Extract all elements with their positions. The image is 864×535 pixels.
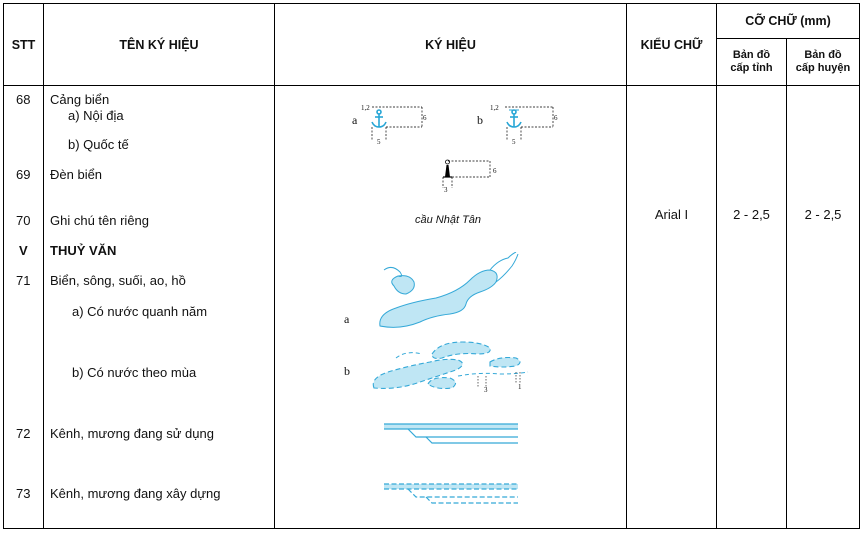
kieu-chu-value: Arial I: [654, 207, 689, 222]
water-b-label: b: [344, 364, 350, 378]
row-71-b: b) Có nước theo mùa: [72, 365, 197, 380]
row-70-name: Ghi chú tên riêng: [50, 213, 150, 228]
header-ten-ky-hieu: TÊN KÝ HIỆU: [119, 38, 199, 52]
row-71-number: 71: [16, 273, 31, 288]
row-68-a: a) Nội địa: [68, 108, 124, 123]
co-chu-tinh-value: 2 - 2,5: [733, 207, 770, 222]
lighthouse-icon: [443, 160, 452, 177]
header-ban-do-tinh: [717, 49, 786, 75]
port-inland-symbol: [350, 103, 440, 151]
canal-in-use-symbol: [382, 420, 522, 446]
header-ban-do-huyen-line1: Bản đồ: [804, 49, 842, 61]
lighthouse-dim-3: 3: [444, 186, 448, 194]
row-69-number: 69: [16, 167, 31, 182]
water-a-label: a: [344, 312, 350, 326]
row-68-name: Cảng biển: [50, 92, 110, 107]
proper-name-sample: cầu Nhật Tân: [415, 214, 482, 226]
header-ban-do-huyen: [787, 49, 859, 75]
port-a-label: a: [352, 113, 358, 127]
section-v-name: THUỶ VĂN: [50, 243, 117, 258]
row-69-name: Đèn biển: [50, 167, 103, 182]
header-ban-do-tinh-line2: cấp tỉnh: [730, 62, 773, 74]
port-b-label: b: [477, 113, 483, 127]
header-stt: STT: [11, 38, 36, 52]
co-chu-huyen-value: 2 - 2,5: [804, 207, 842, 222]
header-ban-do-tinh-line1: Bản đồ: [732, 49, 771, 61]
port-international-symbol: [477, 103, 567, 151]
port-b-dim-6: 6: [554, 114, 558, 122]
row-70-number: 70: [16, 213, 31, 228]
port-b-dim-5: 5: [512, 138, 516, 146]
header-ky-hieu: KÝ HIỆU: [425, 38, 476, 52]
row-68-b: b) Quốc tế: [68, 137, 129, 152]
port-b-dim-12: 1,2: [490, 104, 499, 112]
header-co-chu: CỠ CHỮ (mm): [745, 14, 831, 28]
row-71-a: a) Có nước quanh năm: [72, 304, 208, 319]
anchor-icon: [507, 110, 521, 127]
canal-under-construction-symbol: [382, 480, 522, 506]
water-seasonal-symbol: [340, 332, 535, 402]
header-ban-do-huyen-line2: cấp huyện: [795, 62, 851, 74]
row-68-number: 68: [16, 92, 31, 107]
port-a-dim-12: 1,2: [361, 104, 370, 112]
section-v-number: V: [19, 243, 28, 258]
header-kieu-chu: KIỂU CHỮ: [640, 38, 703, 52]
row-71-name: Biển, sông, suối, ao, hồ: [50, 273, 186, 288]
water-perennial-symbol: [340, 252, 530, 332]
anchor-icon: [372, 110, 386, 127]
row-72-number: 72: [16, 426, 31, 441]
port-a-dim-6: 6: [423, 114, 427, 122]
lighthouse-symbol: [436, 156, 506, 198]
row-73-number: 73: [16, 486, 31, 501]
row-72-name: Kênh, mương đang sử dụng: [50, 426, 214, 441]
water-dim-3: 3: [484, 386, 488, 394]
row-73-name: Kênh, mương đang xây dựng: [50, 486, 221, 501]
port-a-dim-5: 5: [377, 138, 381, 146]
water-dim-1: 1: [518, 383, 522, 391]
lighthouse-dim-6: 6: [493, 167, 497, 175]
